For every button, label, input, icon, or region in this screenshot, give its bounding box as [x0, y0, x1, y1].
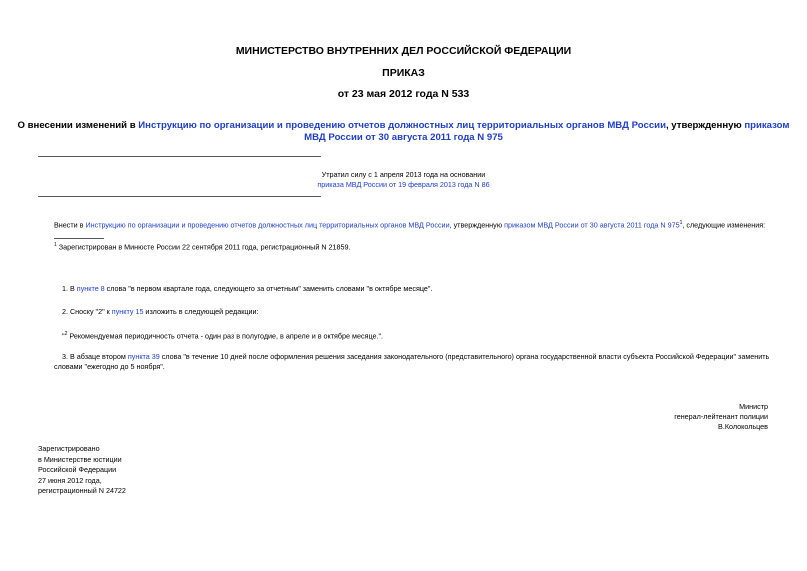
- instruction-link[interactable]: Инструкцию по организации и проведению отчетов должностных лиц территориальных органов МВД России: [138, 120, 666, 131]
- intro-order-link[interactable]: приказом МВД России от 30 августа 2011 года N 975: [504, 220, 680, 230]
- registration-line: 27 июня 2012 года,: [38, 475, 102, 485]
- registration-line: Российской Федерации: [38, 465, 117, 474]
- footnote-mark: 2: [64, 331, 68, 337]
- amendment-item-2: [62, 307, 259, 317]
- document-date-number: от 23 мая 2012 года N 533: [337, 88, 470, 100]
- repeal-order-link[interactable]: приказа МВД России от 19 февраля 2013 года N 86: [317, 180, 490, 189]
- registration-line: в Министерстве юстиции: [38, 454, 122, 464]
- order-link-continued[interactable]: МВД России от 30 августа 2011 года N 975: [304, 132, 503, 143]
- footnote-reference: 1: [679, 220, 683, 226]
- footnote: [54, 240, 351, 252]
- amendment-item-1: [62, 284, 432, 294]
- quote-text: ": [62, 331, 65, 341]
- document-title: [0, 120, 807, 144]
- signature-name: В.Колокольцев: [718, 422, 768, 431]
- title-text: , утвержденную: [665, 120, 745, 131]
- status-note: [0, 170, 807, 190]
- intro-paragraph: [54, 218, 765, 230]
- point-39-link[interactable]: пункта 39: [127, 352, 160, 361]
- registration-line: Зарегистрировано: [38, 444, 100, 453]
- new-footnote-text: [62, 329, 383, 341]
- intro-instruction-link[interactable]: Инструкцию по организации и проведению отчетов должностных лиц территориальных органов МВД России: [85, 220, 450, 230]
- footnote-separator: [54, 238, 104, 239]
- point-8-link[interactable]: пункте 8: [76, 284, 105, 293]
- quote-text: Рекомендуемая периодичность отчета - один раз в полугодие, в апреле и в октябре месяце.".: [67, 331, 384, 341]
- amendment-item-3: [62, 352, 769, 362]
- point-15-link[interactable]: пункту 15: [111, 307, 144, 316]
- signature-rank: генерал-лейтенант полиции: [674, 412, 768, 421]
- signature-title: Министр: [739, 402, 768, 411]
- amendment-item-3-continued: словами "ежегодно до 5 ноября".: [54, 362, 165, 371]
- footnote-text: Зарегистрирован в Минюсте России 22 сентября 2011 года, регистрационный N 21859.: [58, 242, 351, 252]
- intro-text: , утвержденную: [449, 220, 505, 230]
- ministry-heading: МИНИСТЕРСТВО ВНУТРЕННИХ ДЕЛ РОССИЙСКОЙ ФЕДЕРАЦИИ: [235, 45, 572, 57]
- footnote-mark: 1: [54, 242, 57, 248]
- signature-block: [674, 402, 768, 432]
- separator-line: [38, 196, 321, 197]
- item-text: изложить в следующей редакции:: [143, 307, 259, 316]
- status-note-text: Утратил силу с 1 апреля 2013 года на основании: [321, 170, 486, 179]
- item-text: слова "в течение 10 дней после оформления решения заседания законодательного (представительного) органа государственной власти субъекта Российской Федерации" заменить: [159, 352, 770, 361]
- registration-line: регистрационный N 24722: [38, 486, 126, 495]
- intro-text: , следующие изменения:: [682, 220, 766, 230]
- item-text: слова "в первом квартале года, следующего за отчетным" заменить словами "в октябре месяце".: [104, 284, 433, 293]
- intro-text: Внести в: [54, 220, 86, 230]
- title-text: О внесении изменений в: [17, 120, 139, 131]
- item-text: 2. Сноску "2" к: [62, 307, 112, 316]
- item-text: 1. В: [62, 284, 77, 293]
- document-type: ПРИКАЗ: [382, 67, 425, 79]
- separator-line: [38, 156, 321, 157]
- order-link[interactable]: приказом: [744, 120, 790, 131]
- registration-block: [38, 444, 126, 497]
- item-text: 3. В абзаце втором: [62, 352, 128, 361]
